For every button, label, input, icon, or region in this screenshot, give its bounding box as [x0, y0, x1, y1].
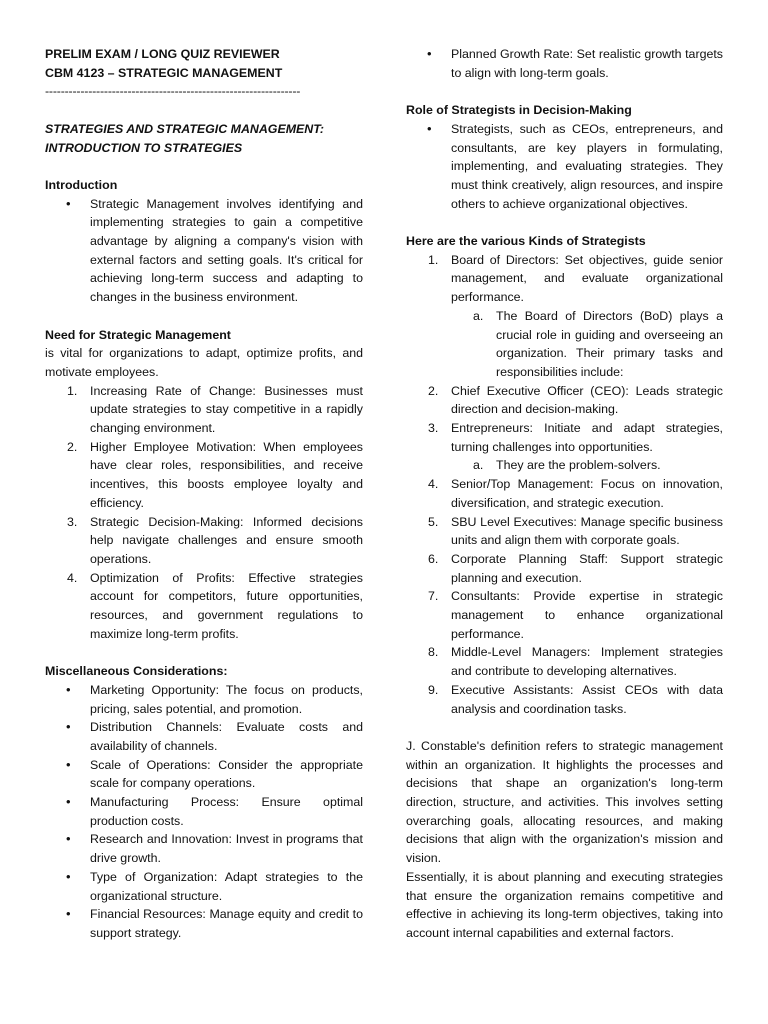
misc-bullet-list-continued — [406, 45, 723, 82]
list-item: 3. Entrepreneurs: Initiate and adapt strategies, turning challenges into opportunities. a. They are the problem-solvers. — [406, 419, 723, 475]
sub-list — [451, 456, 723, 475]
list-item: • Strategists, such as CEOs, entrepreneurs, and consultants, are key players in formulating, implementing, and evaluating strategies. They must think creatively, align resources, and inspire others to achieve organizational objectives. — [406, 120, 723, 214]
summary-paragraph: Essentially, it is about planning and executing strategies that ensure the organization remains competitive and effective in achieving its long-term objectives, taking into account internal capabilities and external factors. — [406, 869, 723, 940]
section-heading-misc: Miscellaneous Considerations: — [45, 664, 228, 679]
need-numbered-list — [45, 382, 363, 644]
list-item: • Marketing Opportunity: The focus on products, pricing, sales potential, and promotion. — [45, 681, 363, 718]
list-item: • Type of Organization: Adapt strategies to the organizational structure. — [45, 868, 363, 905]
topic-heading-line1: STRATEGIES AND STRATEGIC MANAGEMENT: — [45, 121, 325, 136]
kinds-numbered-list — [406, 251, 723, 719]
topic-heading-line2: INTRODUCTION TO STRATEGIES — [45, 140, 243, 155]
list-item: • Manufacturing Process: Ensure optimal production costs. — [45, 793, 363, 830]
section-heading-need: Need for Strategic Management — [45, 327, 231, 342]
section-heading-introduction: Introduction — [45, 177, 118, 192]
list-item: • Distribution Channels: Evaluate costs and availability of channels. — [45, 718, 363, 755]
list-item: 7. Consultants: Provide expertise in strategic management to enhance organizational performance. — [428, 589, 723, 641]
document-title: PRELIM EXAM / LONG QUIZ REVIEWER — [45, 47, 280, 61]
role-bullet-list — [406, 120, 723, 214]
section-heading-kinds: Here are the various Kinds of Strategists — [406, 234, 646, 248]
list-item: • Planned Growth Rate: Set realistic growth targets to align with long-term goals. — [406, 45, 723, 82]
list-item: • Research and Innovation: Invest in programs that drive growth. — [45, 830, 363, 867]
list-item: 5. SBU Level Executives: Manage specific business units and align them with corporate goals. — [428, 514, 723, 548]
list-item: 4. Optimization of Profits: Effective strategies account for competitors, future opportunities, resources, and government regulations to maximize long-term profits. — [67, 570, 363, 641]
list-item: 1. Increasing Rate of Change: Businesses must update strategies to stay competitive in a rapidly changing environment. — [67, 383, 363, 436]
divider-rule: ----------------------------------------------------------------- — [45, 84, 301, 99]
sub-list-item: a. The Board of Directors (BoD) plays a crucial role in guiding and overseeing an organization. Their primary tasks and responsibilities include: — [473, 308, 723, 379]
sub-list-item: a. They are the problem-solvers. — [473, 458, 661, 473]
intro-bullet-list — [45, 195, 363, 307]
course-title: CBM 4123 – STRATEGIC MANAGEMENT — [45, 65, 283, 80]
list-item: 2. Chief Executive Officer (CEO): Leads strategic direction and decision-making. — [428, 383, 723, 417]
list-item: • Financial Resources: Manage equity and credit to support strategy. — [45, 905, 363, 942]
list-item: • Scale of Operations: Consider the appropriate scale for company operations. — [45, 756, 363, 793]
sub-list — [451, 307, 723, 382]
left-column — [45, 45, 363, 943]
list-item: 3. Strategic Decision-Making: Informed decisions help navigate challenges and ensure smooth operations. — [67, 514, 363, 566]
list-item: 6. Corporate Planning Staff: Support strategic planning and execution. — [428, 551, 723, 585]
need-lead-text: is vital for organizations to adapt, optimize profits, and motivate employees. — [45, 346, 363, 379]
list-item: 9. Executive Assistants: Assist CEOs with data analysis and coordination tasks. — [428, 682, 723, 716]
misc-bullet-list — [45, 681, 363, 943]
list-item: 4. Senior/Top Management: Focus on innovation, diversification, and strategic execution. — [428, 477, 723, 510]
list-item: • Strategic Management involves identifying and implementing strategies to gain a competitive advantage by aligning a company's vision with external factors and setting goals. It's critical for achieving long-term success and adapting to changes in the business environment. — [45, 195, 363, 307]
list-item: 8. Middle-Level Managers: Implement strategies and contribute to developing alternatives. — [428, 645, 723, 679]
right-column — [406, 45, 723, 943]
list-item: 1. Board of Directors: Set objectives, guide senior management, and evaluate organizational performance. a. The Board of Directors (BoD) plays a crucial role in guiding and overseeing an organization. Their primary tasks and responsibilities include: — [406, 251, 723, 382]
constable-definition-paragraph: J. Constable's definition refers to strategic management within an organization. It highlights the processes and decisions that shape an organization's long-term direction, structure, and activities. This involves setting overarching goals, allocating resources, and making decisions that align with the organization's mission and vision. — [406, 738, 723, 866]
section-heading-role: Role of Strategists in Decision-Making — [406, 103, 632, 118]
list-item: 2. Higher Employee Motivation: When employees have clear roles, responsibilities, and receive incentives, this boosts employee loyalty and efficiency. — [67, 439, 363, 510]
